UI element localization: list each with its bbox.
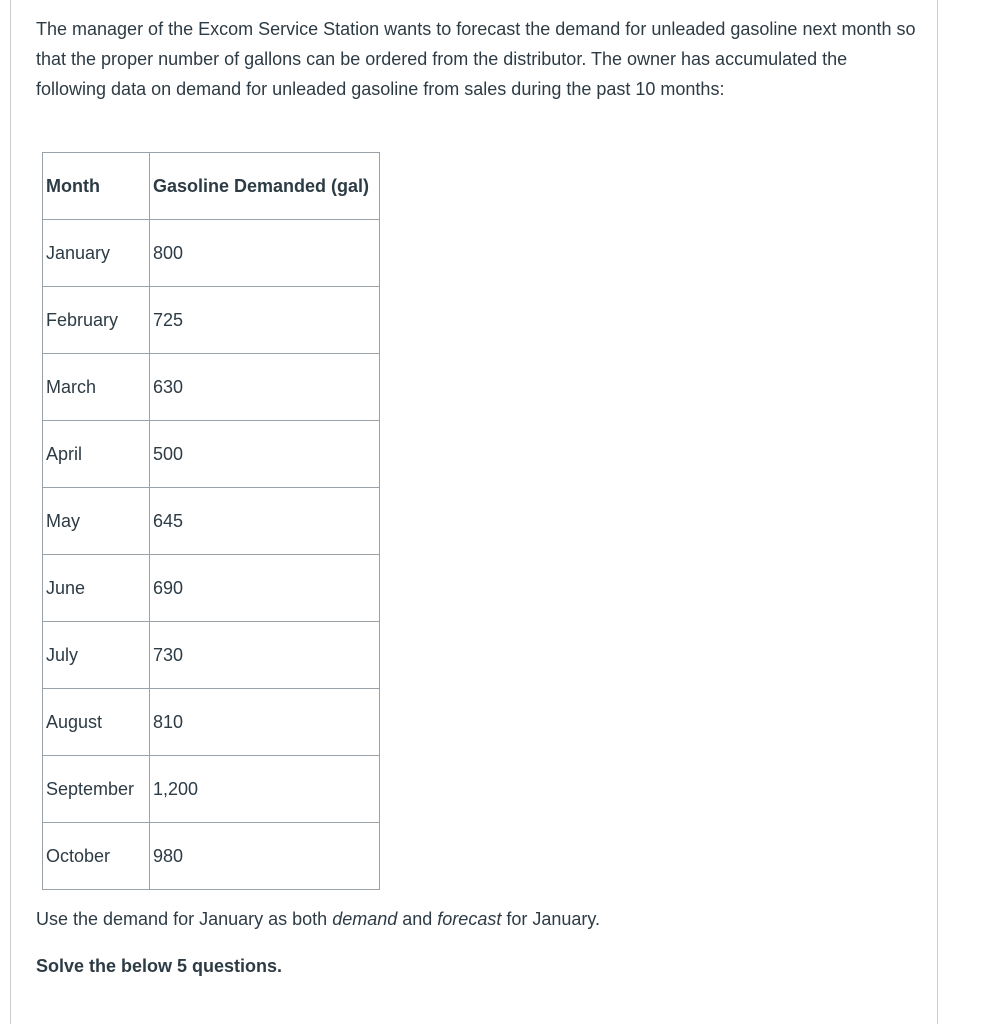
header-month: Month	[43, 153, 150, 220]
table-row	[43, 488, 380, 555]
problem-intro: The manager of the Excom Service Station wants to forecast the demand for unleaded gasoline next month so that the proper number of gallons can be ordered from the distributor. The owner has accumulated the following data on demand for unleaded gasoline from sales during the past 10 months:	[36, 19, 916, 99]
note-emphasis-demand: demand	[332, 909, 398, 929]
gallons-cell: 1,200	[150, 756, 380, 823]
forecast-note	[36, 904, 600, 934]
table-row	[43, 823, 380, 890]
month-cell: April	[43, 421, 150, 488]
gallons-cell: 645	[150, 488, 380, 555]
header-gasoline-demanded: Gasoline Demanded (gal)	[150, 153, 380, 220]
gallons-cell: 725	[150, 287, 380, 354]
month-cell: July	[43, 622, 150, 689]
table-header-row	[43, 153, 380, 220]
month-cell: August	[43, 689, 150, 756]
table-row	[43, 756, 380, 823]
note-text-2: and	[397, 909, 438, 929]
solve-instruction: Solve the below 5 questions.	[36, 956, 283, 976]
gallons-cell: 500	[150, 421, 380, 488]
table-row	[43, 689, 380, 756]
gallons-cell: 730	[150, 622, 380, 689]
demand-table	[42, 152, 380, 890]
gallons-cell: 800	[150, 220, 380, 287]
month-cell: May	[43, 488, 150, 555]
month-cell: October	[43, 823, 150, 890]
gallons-cell: 690	[150, 555, 380, 622]
month-cell: March	[43, 354, 150, 421]
note-text-1: Use the demand for January as both	[36, 909, 333, 929]
table-row	[43, 555, 380, 622]
month-cell: January	[43, 220, 150, 287]
gallons-cell: 980	[150, 823, 380, 890]
note-text-3: for January.	[501, 909, 601, 929]
gallons-cell: 630	[150, 354, 380, 421]
gallons-cell: 810	[150, 689, 380, 756]
table-row	[43, 354, 380, 421]
note-emphasis-forecast: forecast	[437, 909, 502, 929]
table-row	[43, 421, 380, 488]
question-card	[10, 0, 938, 1024]
month-cell: September	[43, 756, 150, 823]
table-row	[43, 622, 380, 689]
table-row	[43, 287, 380, 354]
table-row	[43, 220, 380, 287]
month-cell: February	[43, 287, 150, 354]
month-cell: June	[43, 555, 150, 622]
